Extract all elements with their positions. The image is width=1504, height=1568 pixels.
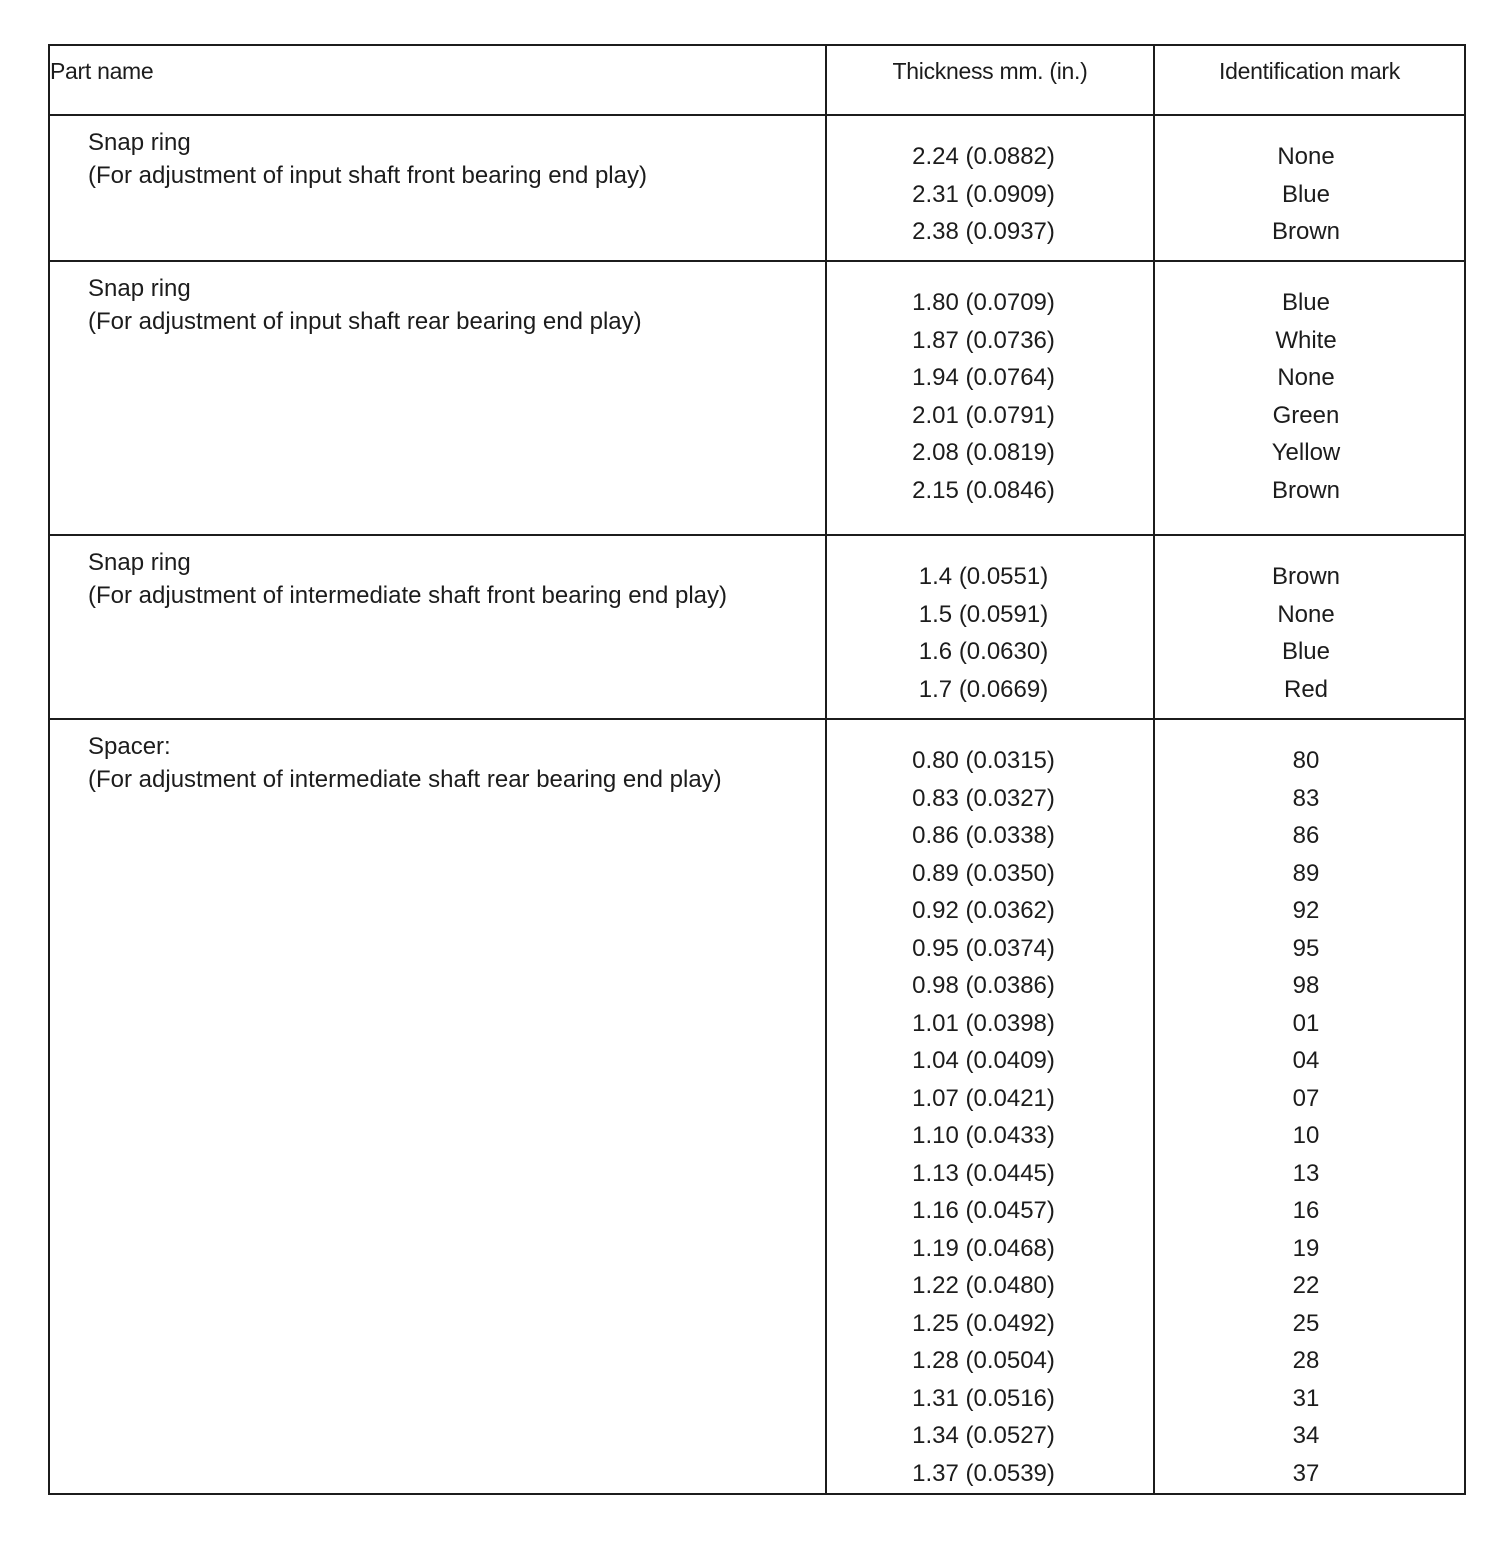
- thickness-value: 1.5 (0.0591): [918, 600, 1049, 628]
- thickness-value: 0.95 (0.0374): [912, 934, 1055, 962]
- identification-value: 98: [1292, 972, 1320, 999]
- identification-value: 04: [1292, 1047, 1320, 1074]
- part-cell: [49, 115, 826, 261]
- thickness-value: 1.87 (0.0736): [912, 326, 1055, 354]
- identification-value: Brown: [1271, 476, 1341, 504]
- header-identification-mark: Identification mark: [1154, 45, 1465, 115]
- thickness-value: 0.80 (0.0315): [912, 747, 1055, 774]
- part-name: Spacer:: [88, 733, 171, 760]
- identification-value: 37: [1292, 1459, 1320, 1487]
- thickness-value: 1.6 (0.0630): [918, 638, 1049, 665]
- identification-value: 25: [1292, 1309, 1320, 1337]
- thickness-value: 1.01 (0.0398): [912, 1009, 1055, 1037]
- thickness-value: 2.08 (0.0819): [912, 439, 1055, 466]
- adjustment-parts-table: [48, 44, 1466, 1495]
- identification-value: 19: [1292, 1234, 1320, 1262]
- thickness-value: 1.10 (0.0433): [912, 1122, 1055, 1149]
- identification-list: [1156, 138, 1456, 251]
- header-part-name: Part name: [49, 45, 826, 115]
- identification-value: 01: [1292, 1009, 1320, 1037]
- thickness-value: 1.7 (0.0669): [918, 675, 1049, 703]
- thickness-value: 1.34 (0.0527): [912, 1422, 1055, 1449]
- identification-value: None: [1277, 600, 1335, 628]
- identification-value: 92: [1292, 897, 1320, 924]
- identification-cell: [1154, 115, 1465, 261]
- thickness-value: 0.83 (0.0327): [912, 784, 1055, 812]
- thickness-list: [828, 284, 1139, 509]
- table-header-row: [49, 45, 1465, 115]
- part-name: Snap ring: [88, 549, 191, 576]
- thickness-value: 1.13 (0.0445): [912, 1159, 1055, 1187]
- identification-value: 86: [1292, 822, 1320, 849]
- spec-table-sheet: [48, 44, 1464, 1490]
- identification-list: [1156, 558, 1456, 708]
- identification-value: Brown: [1271, 563, 1341, 590]
- thickness-value: 1.04 (0.0409): [912, 1047, 1055, 1074]
- table-row: [49, 261, 1465, 535]
- header-thickness: Thickness mm. (in.): [826, 45, 1154, 115]
- thickness-value: 1.16 (0.0457): [912, 1197, 1055, 1224]
- identification-value: 89: [1292, 859, 1320, 887]
- identification-cell: [1154, 719, 1465, 1494]
- thickness-value: 1.94 (0.0764): [912, 364, 1055, 391]
- thickness-value: 2.38 (0.0937): [912, 218, 1055, 245]
- identification-value: Blue: [1281, 180, 1331, 208]
- thickness-cell: [826, 719, 1154, 1494]
- identification-value: 34: [1292, 1422, 1320, 1449]
- table-row: [49, 115, 1465, 261]
- thickness-value: 1.22 (0.0480): [912, 1272, 1055, 1299]
- identification-value: 83: [1292, 784, 1320, 812]
- identification-value: Blue: [1281, 289, 1331, 316]
- part-cell: [49, 261, 826, 535]
- part-description: (For adjustment of input shaft rear bearing end play): [88, 308, 642, 335]
- identification-list: [1156, 742, 1456, 1492]
- table-row: [49, 719, 1465, 1494]
- identification-value: Brown: [1271, 218, 1341, 245]
- identification-value: 95: [1292, 934, 1320, 962]
- identification-value: White: [1275, 326, 1337, 354]
- identification-value: Green: [1272, 401, 1340, 429]
- identification-value: 22: [1292, 1272, 1320, 1299]
- thickness-value: 1.4 (0.0551): [918, 563, 1049, 590]
- thickness-value: 2.01 (0.0791): [912, 401, 1055, 429]
- thickness-list: [828, 138, 1139, 251]
- table-body: [49, 115, 1465, 1494]
- part-description: (For adjustment of input shaft front bearing end play): [88, 162, 647, 189]
- thickness-value: 1.37 (0.0539): [912, 1459, 1055, 1487]
- thickness-list: [828, 558, 1139, 708]
- table-row: [49, 535, 1465, 719]
- identification-value: 80: [1292, 747, 1320, 774]
- thickness-value: 1.31 (0.0516): [912, 1384, 1055, 1412]
- identification-value: 13: [1292, 1159, 1320, 1187]
- thickness-value: 0.98 (0.0386): [912, 972, 1055, 999]
- thickness-value: 2.24 (0.0882): [912, 143, 1055, 170]
- thickness-value: 0.92 (0.0362): [912, 897, 1055, 924]
- thickness-value: 1.25 (0.0492): [912, 1309, 1055, 1337]
- identification-value: Blue: [1281, 638, 1331, 665]
- identification-value: 28: [1292, 1347, 1320, 1374]
- thickness-value: 2.15 (0.0846): [912, 476, 1055, 504]
- thickness-value: 2.31 (0.0909): [912, 180, 1055, 208]
- identification-value: Yellow: [1271, 439, 1341, 466]
- identification-value: Red: [1283, 675, 1329, 703]
- thickness-cell: [826, 115, 1154, 261]
- thickness-value: 1.28 (0.0504): [912, 1347, 1055, 1374]
- thickness-cell: [826, 535, 1154, 719]
- part-cell: [49, 719, 826, 1494]
- identification-value: 31: [1292, 1384, 1320, 1412]
- thickness-cell: [826, 261, 1154, 535]
- part-cell: [49, 535, 826, 719]
- identification-value: None: [1277, 364, 1335, 391]
- identification-value: 16: [1292, 1197, 1320, 1224]
- part-description: (For adjustment of intermediate shaft front bearing end play): [88, 582, 727, 609]
- part-name: Snap ring: [88, 275, 191, 302]
- thickness-list: [828, 742, 1139, 1492]
- identification-cell: [1154, 535, 1465, 719]
- identification-value: None: [1277, 143, 1335, 170]
- thickness-value: 0.89 (0.0350): [912, 859, 1055, 887]
- thickness-value: 1.07 (0.0421): [912, 1084, 1055, 1112]
- identification-value: 07: [1292, 1084, 1320, 1112]
- identification-cell: [1154, 261, 1465, 535]
- part-name: Snap ring: [88, 129, 191, 156]
- thickness-value: 1.19 (0.0468): [912, 1234, 1055, 1262]
- thickness-value: 0.86 (0.0338): [912, 822, 1055, 849]
- identification-list: [1156, 284, 1456, 509]
- part-description: (For adjustment of intermediate shaft rear bearing end play): [88, 766, 722, 793]
- identification-value: 10: [1292, 1122, 1320, 1149]
- thickness-value: 1.80 (0.0709): [912, 289, 1055, 316]
